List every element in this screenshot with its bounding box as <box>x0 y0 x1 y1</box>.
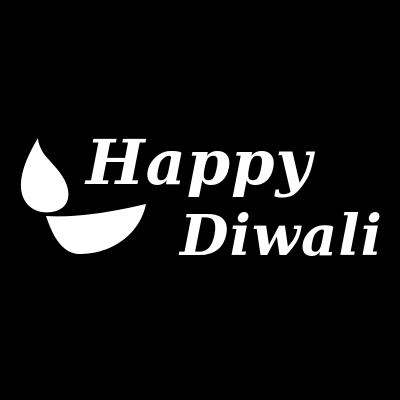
greeting-line-diwali: Diwali <box>180 203 383 269</box>
greeting-line-happy: Happy <box>86 126 313 199</box>
